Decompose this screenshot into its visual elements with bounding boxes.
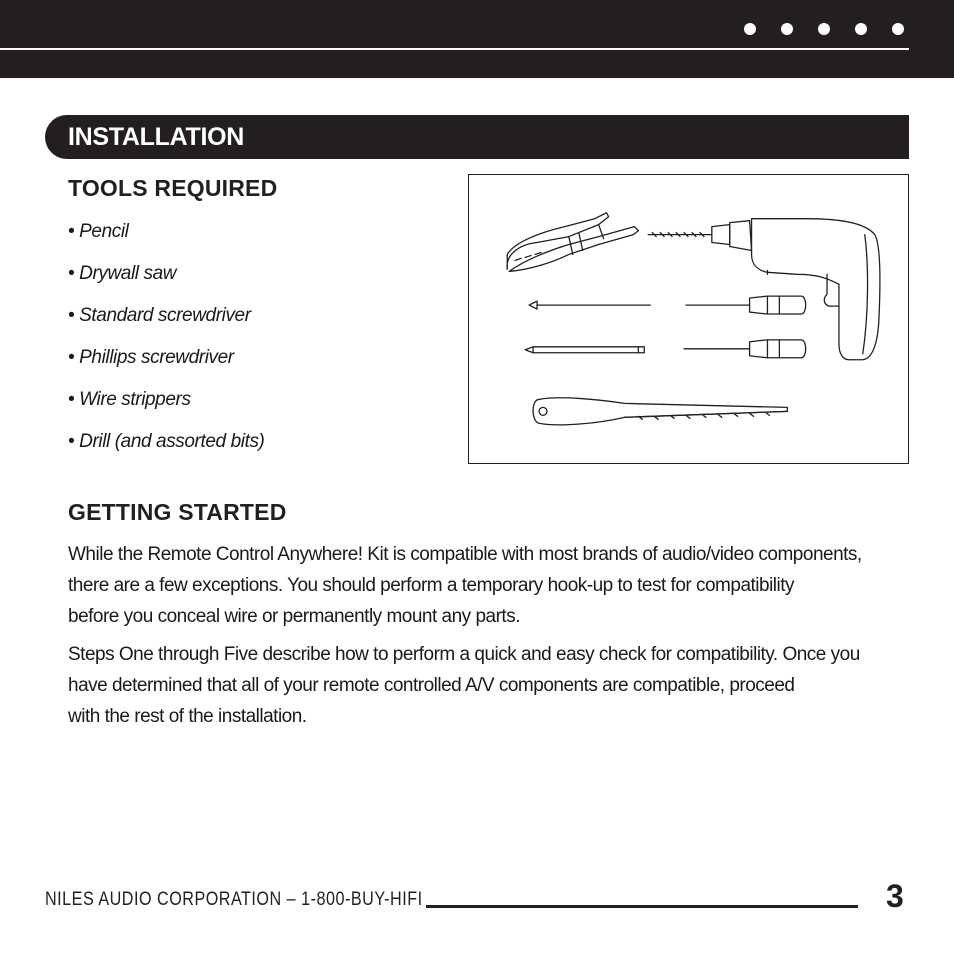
getting-started-heading: GETTING STARTED	[68, 499, 287, 525]
standard-screwdriver-icon	[686, 296, 806, 314]
tool-item-drill: • Drill (and assorted bits)	[68, 431, 265, 452]
paragraph-line: before you conceal wire or permanently mount any parts.	[68, 606, 520, 627]
header-dot	[744, 23, 756, 35]
phillips-screwdriver-icon	[684, 340, 806, 358]
tool-item-drywall-saw: • Drywall saw	[68, 263, 177, 284]
header-dot	[855, 23, 867, 35]
footer-company: NILES AUDIO CORPORATION – 1-800-BUY-HIFI	[45, 889, 423, 910]
header-dot	[818, 23, 830, 35]
header-dot	[892, 23, 904, 35]
pencil-icon	[525, 347, 644, 353]
tool-item-phillips-screwdriver: • Phillips screwdriver	[68, 347, 234, 368]
section-title: INSTALLATION	[68, 123, 245, 151]
tools-illustration	[468, 174, 909, 464]
paragraph-line: While the Remote Control Anywhere! Kit is compatible with most brands of audio/video components,	[68, 544, 862, 565]
tool-item-pencil: • Pencil	[68, 221, 129, 242]
section-banner	[45, 115, 909, 159]
footer-rule	[426, 905, 858, 908]
drill-icon	[648, 219, 880, 360]
paragraph-compatibility	[68, 539, 918, 632]
paragraph-line: with the rest of the installation.	[68, 706, 307, 727]
wire-strippers-icon	[507, 213, 638, 272]
page-number: 3	[886, 878, 904, 914]
header-dot	[781, 23, 793, 35]
spade-bit-icon	[529, 301, 650, 309]
drywall-saw-icon	[533, 398, 787, 425]
paragraph-steps	[68, 639, 918, 732]
header-rule	[0, 48, 909, 50]
header-dots	[744, 23, 904, 35]
header-band	[0, 0, 954, 78]
tools-heading: TOOLS REQUIRED	[68, 175, 278, 201]
paragraph-line: Steps One through Five describe how to perform a quick and easy check for compatibility. Once you	[68, 644, 860, 665]
paragraph-line: there are a few exceptions. You should perform a temporary hook-up to test for compatibility	[68, 575, 795, 596]
paragraph-line: have determined that all of your remote controlled A/V components are compatible, proceed	[68, 675, 795, 696]
tool-item-standard-screwdriver: • Standard screwdriver	[68, 305, 251, 326]
tools-list	[68, 218, 264, 470]
tool-item-wire-strippers: • Wire strippers	[68, 389, 191, 410]
